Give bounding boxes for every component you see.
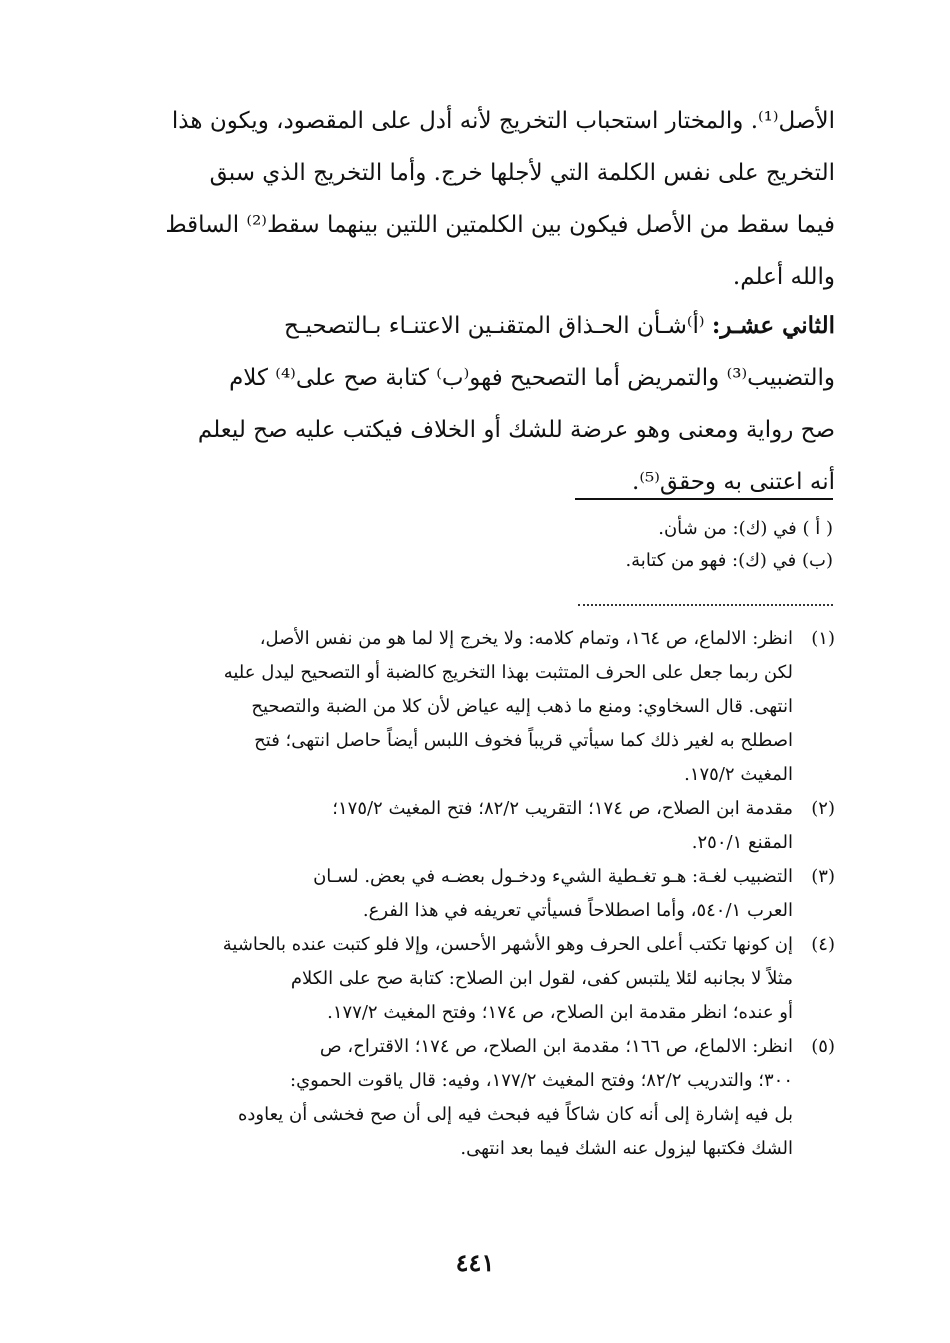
paragraph-1-line: فيما سقط من الأصل فيكون بين الكلمتين اللتين بينهما سقط⁽²⁾ الساقط	[165, 212, 835, 238]
paragraph-1-line: التخريج على نفس الكلمة التي لأجلها خرج. وأما التخريج الذي سبق	[209, 160, 835, 186]
paragraph-2-line: أنه اعتنى به وحقق⁽⁵⁾.	[632, 469, 835, 495]
footnote-text	[135, 1030, 793, 1166]
footnote-line: المقنع ٢٥٠/١.	[691, 832, 793, 853]
footnote-line: انتهى. قال السخاوي: ومنع ما ذهب إليه عياض لأن كلا من الضبة والتصحيح	[251, 696, 793, 717]
letter-note: ( أ ) في (ك): من شأن.	[658, 518, 833, 539]
footnote-line: الشك فكتبها ليزول عنه الشك فيما بعد انتهى.	[460, 1138, 793, 1159]
footnote-line: العرب ٥٤٠/١، وأما اصطلاحاً فسيأتي تعريفه في هذا الفرع.	[362, 900, 793, 921]
footnote-line: التضبيب لغـة: هـو تغـطية الشيء ودخـول بعضـه في بعض. لسـان	[313, 866, 793, 887]
paragraph-2-line: صح رواية ومعنى وهو عرضة للشك أو الخلاف فيكتب عليه صح ليعلم	[197, 417, 835, 443]
paragraph-2-first-line	[135, 300, 835, 352]
footnote-number: (٢)	[811, 798, 835, 819]
letter-notes	[400, 513, 833, 577]
footnote-line: ٣٠٠؛ والتدريب ٨٢/٢؛ وفتح المغيث ١٧٧/٢، وفيه: قال ياقوت الحموي:	[290, 1070, 793, 1091]
section-heading: الثاني عشـر:	[711, 312, 835, 339]
footnote-number: (١)	[811, 628, 835, 649]
footnote-line: لكن ربما جعل على الحرف المتثبت بهذا التخريج كالضبة أو التصحيح ليدل عليه	[223, 662, 793, 683]
footnote-separator	[575, 498, 833, 500]
footnote	[135, 1030, 835, 1166]
footnote-line: انظر: الالماع، ص ١٦٦؛ مقدمة ابن الصلاح، ص ١٧٤؛ الاقتراح، ص	[319, 1036, 793, 1057]
paragraph-2-line: والتضبيب⁽³⁾ والتمريض أما التصحيح فهو⁽ب⁾ كتابة صح على⁽⁴⁾ كلام	[229, 365, 835, 391]
footnote-text	[135, 622, 793, 792]
footnote-text	[135, 792, 793, 860]
footnote	[135, 928, 835, 1030]
footnote	[135, 860, 835, 928]
footnote-line: بل فيه إشارة إلى أنه كان شاكاً فيه فبحث فيه إلى أن صح فخشى أن يعاوده	[237, 1104, 793, 1125]
footnote-line: مثلاً لا بجانبه لئلا يلتبس كفى، لقول ابن الصلاح: كتابة صح على الكلام	[290, 968, 793, 989]
footnotes	[135, 622, 835, 1166]
paragraph-2	[135, 300, 835, 508]
footnote-number: (٤)	[811, 934, 835, 955]
page-number: ٤٤١	[455, 1248, 495, 1277]
footnote-number: (٥)	[811, 1036, 835, 1057]
dotted-separator	[578, 604, 833, 606]
footnote-line: اصطلح به لغير ذلك كما سيأتي قريباً فخوف اللبس أيضاً حاصل انتهى؛ فتح	[254, 730, 793, 751]
footnote-line: مقدمة ابن الصلاح، ص ١٧٤؛ التقريب ٨٢/٢؛ فتح المغيث ١٧٥/٢؛	[332, 798, 793, 819]
paragraph-1-line: الأصل⁽¹⁾. والمختار استحباب التخريج لأنه أدل على المقصود، ويكون هذا	[171, 108, 835, 134]
footnote-text	[135, 928, 793, 1030]
footnote-line: المغيث ١٧٥/٢.	[684, 764, 793, 785]
footnote-text	[135, 860, 793, 928]
footnote-number: (٣)	[811, 866, 835, 887]
footnote-line: انظر: الالماع، ص ١٦٤، وتمام كلامه: ولا يخرج إلا لما هو من نفس الأصل،	[259, 628, 793, 649]
footnote-line: إن كونها تكتب أعلى الحرف وهو الأشهر الأحسن، وإلا فلو كتبت عنده بالحاشية	[222, 934, 793, 955]
footnote-line: أو عنده؛ انظر مقدمة ابن الصلاح، ص ١٧٤؛ وفتح المغيث ١٧٧/٢.	[327, 1002, 793, 1023]
paragraph-1-line: والله أعلم.	[732, 264, 835, 290]
paragraph-2-line: ⁽أ⁾شـأن الحـذاق المتقنـين الاعتنـاء بـالتصحيـح	[283, 313, 705, 339]
paragraph-1	[135, 95, 835, 303]
footnote	[135, 622, 835, 792]
letter-note: (ب) في (ك): فهو من كتابة.	[625, 550, 833, 571]
footnote	[135, 792, 835, 860]
